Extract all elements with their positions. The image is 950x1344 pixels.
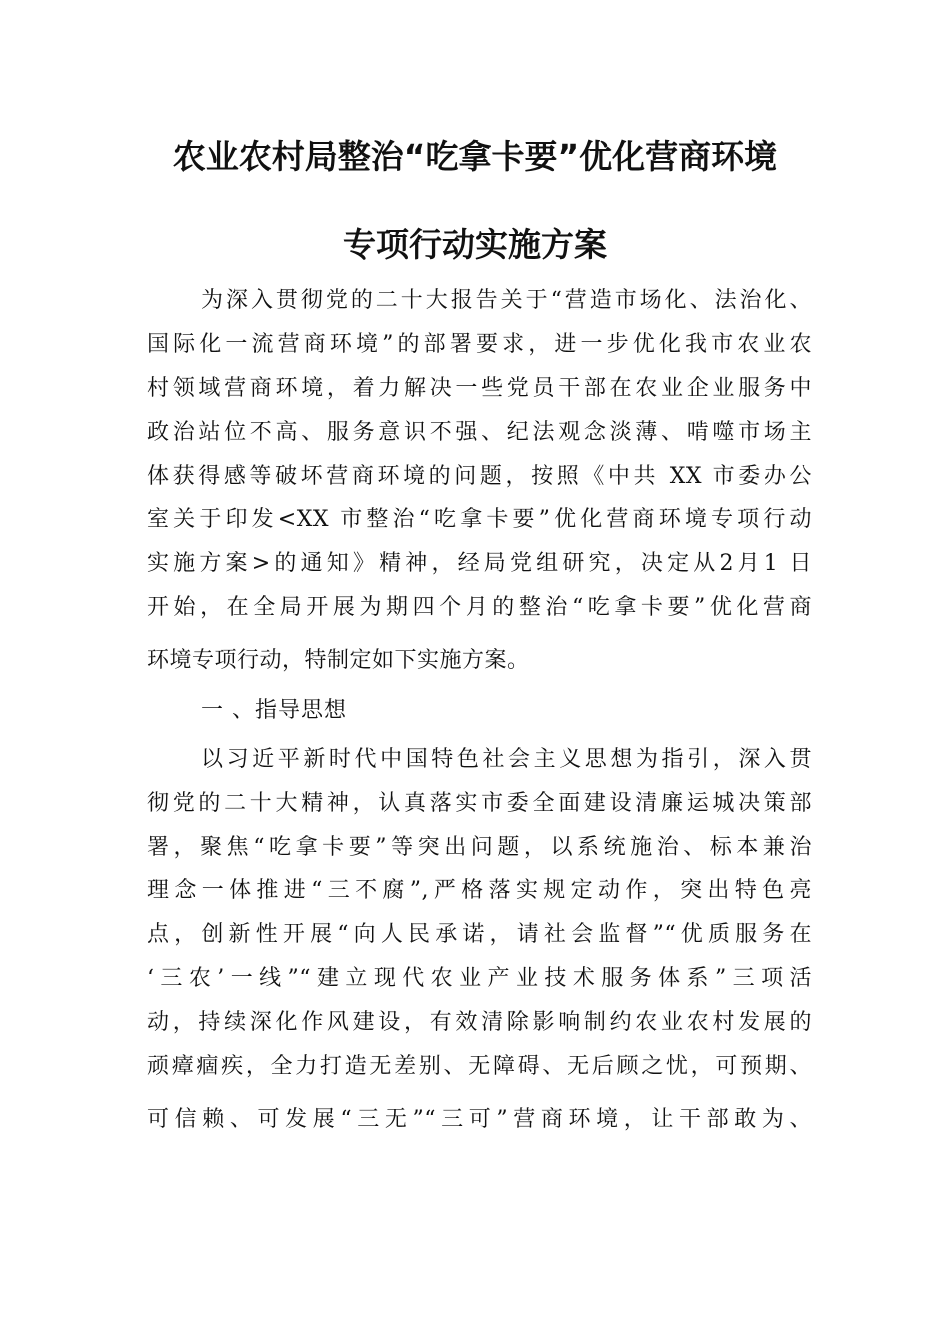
section1-line-4: 理念一体推进“三不腐”,严格落实规定动作，突出特色亮: [147, 878, 812, 903]
section1-line-8: 顽瘴痼疾，全力打造无差别、无障碍、无后顾之忧，可预期、: [147, 1054, 812, 1079]
intro-line-8: 开始，在全局开展为期四个月的整治“吃拿卡要”优化营商: [147, 595, 812, 620]
section1-line-2: 彻党的二十大精神，认真落实市委全面建设清廉运城决策部: [147, 791, 812, 816]
document-title-line-2: 专项行动实施方案: [343, 225, 607, 264]
section1-line-1: 以习近平新时代中国特色社会主义思想为指引，深入贯: [201, 747, 812, 772]
intro-line-4: 政治站位不高、服务意识不强、纪法观念淡薄、啃噬市场主: [147, 420, 812, 445]
intro-line-6: 室关于印发<XX 市整治“吃拿卡要”优化营商环境专项行动: [147, 507, 812, 532]
section1-line-6: ‘三农’一线”“建立现代农业产业技术服务体系”三项活: [147, 966, 812, 991]
intro-line-3: 村领域营商环境，着力解决一些党员干部在农业企业服务中: [147, 376, 812, 401]
intro-line-2: 国际化一流营商环境”的部署要求，进一步优化我市农业农: [147, 332, 812, 357]
intro-line-7: 实施方案>的通知》精神，经局党组研究，决定从2月1 日: [147, 551, 812, 576]
section1-line-5: 点，创新性开展“向人民承诺，请社会监督”“优质服务在: [147, 922, 812, 947]
intro-line-5: 体获得感等破坏营商环境的问题，按照《中共 XX 市委办公: [147, 464, 812, 489]
intro-line-1: 为深入贯彻党的二十大报告关于“营造市场化、法治化、: [201, 288, 812, 313]
section1-line-3: 署，聚焦“吃拿卡要”等突出问题，以系统施治、标本兼治: [147, 835, 812, 860]
section-heading-guiding-thought: 一 、指导思想: [201, 698, 347, 723]
intro-line-9: 环境专项行动，特制定如下实施方案。: [147, 648, 530, 673]
section1-line-9: 可信赖、可发展“三无”“三可”营商环境，让干部敢为、: [147, 1107, 812, 1132]
document-title-line-1: 农业农村局整治“吃拿卡要”优化营商环境: [172, 137, 778, 176]
section1-line-7: 动，持续深化作风建设，有效清除影响制约农业农村发展的: [147, 1010, 812, 1035]
